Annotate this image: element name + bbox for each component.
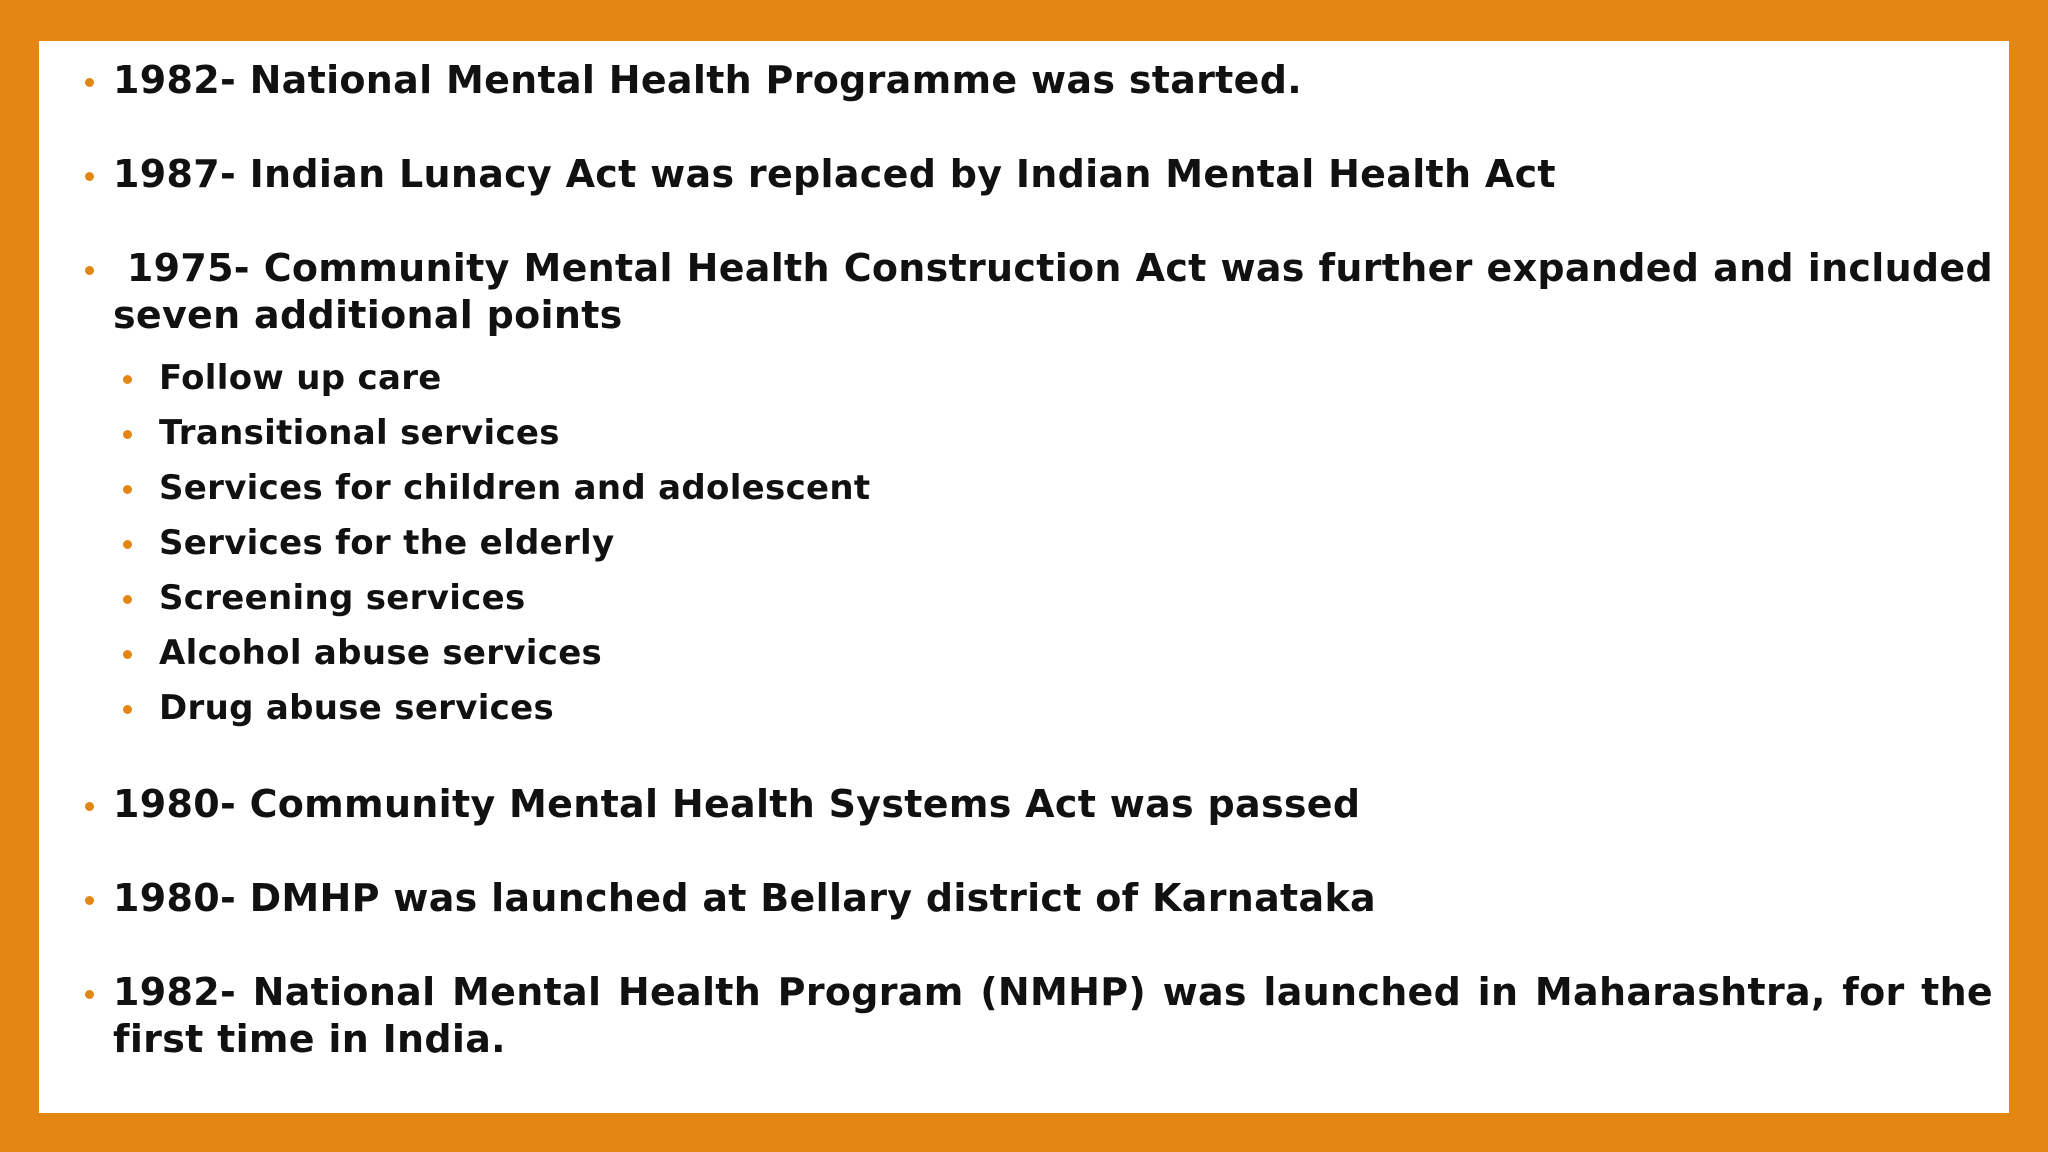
sub-bullet-point <box>159 412 1659 454</box>
bullet-dot <box>123 375 132 384</box>
bullet-dot <box>85 78 94 87</box>
bullet-dot <box>123 705 132 714</box>
bullet-text: 1982- National Mental Health Programme was started. <box>113 58 1302 102</box>
slide-content <box>39 41 2009 1113</box>
sub-bullet-text: Alcohol abuse services <box>159 633 603 673</box>
bullet-text: 1975- Community Mental Health Construction Act was further expanded and included seven additional points <box>113 246 2007 337</box>
sub-bullet-text: Services for children and adolescent <box>159 468 871 508</box>
bullet-text: 1980- Community Mental Health Systems Act was passed <box>113 782 1361 826</box>
bullet-point <box>113 151 1993 198</box>
bullet-point <box>113 969 1993 1063</box>
bullet-dot <box>123 650 132 659</box>
bullet-dot <box>85 802 94 811</box>
sub-bullet-point <box>159 687 1659 729</box>
sub-bullet-text: Services for the elderly <box>159 523 615 563</box>
bullet-point <box>113 245 2007 339</box>
bullet-text: 1987- Indian Lunacy Act was replaced by Indian Mental Health Act <box>113 152 1556 196</box>
bullet-dot <box>123 540 132 549</box>
bullet-dot <box>123 485 132 494</box>
bullet-point <box>113 781 1993 828</box>
bullet-dot <box>85 990 94 999</box>
bullet-point <box>113 875 1993 922</box>
sub-bullet-text: Screening services <box>159 578 526 618</box>
bullet-text: 1980- DMHP was launched at Bellary district of Karnataka <box>113 876 1376 920</box>
sub-bullet-point <box>159 522 1659 564</box>
sub-bullet-text: Transitional services <box>159 413 560 453</box>
bullet-dot <box>85 172 94 181</box>
bullet-dot <box>85 896 94 905</box>
sub-bullet-text: Follow up care <box>159 358 442 398</box>
bullet-dot <box>85 266 94 275</box>
bullet-dot <box>123 595 132 604</box>
sub-bullet-point <box>159 577 1659 619</box>
bullet-point <box>113 57 1993 104</box>
sub-bullet-point <box>159 357 1659 399</box>
bullet-text: 1982- National Mental Health Program (NMHP) was launched in Maharashtra, for the first time in India. <box>113 970 1993 1061</box>
bullet-dot <box>123 430 132 439</box>
sub-bullet-text: Drug abuse services <box>159 688 555 728</box>
sub-bullet-point <box>159 467 1659 509</box>
sub-bullet-point <box>159 632 1659 674</box>
